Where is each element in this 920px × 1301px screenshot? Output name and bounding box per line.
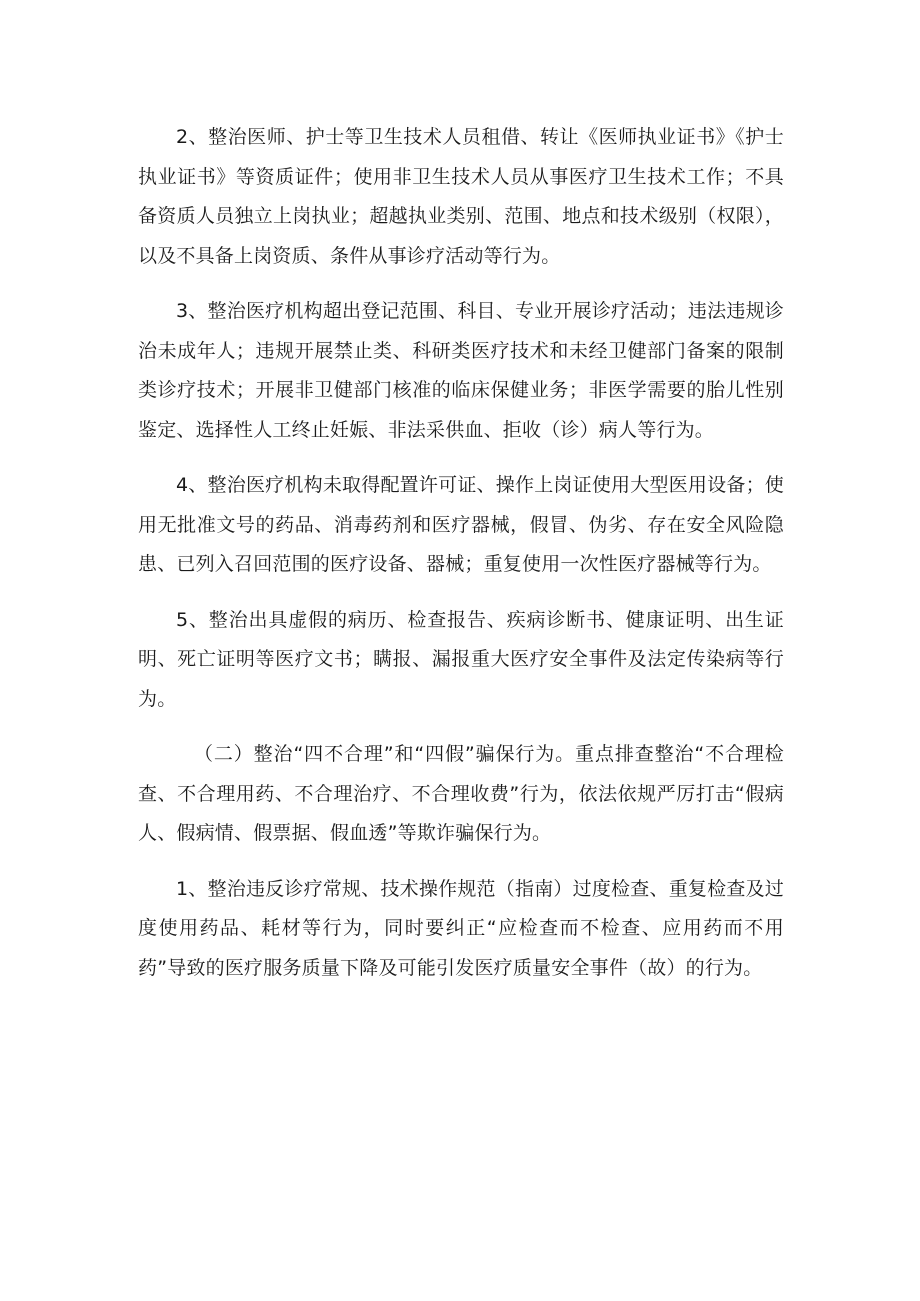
paragraph-item-5: 5、整治出具虚假的病历、检查报告、疾病诊断书、健康证明、出生证明、死亡证明等医疗文书；瞒报、漏报重大医疗安全事件及法定传染病等行为。 [138,608,784,710]
paragraph-item-4: 4、整治医疗机构未取得配置许可证、操作上岗证使用大型医用设备；使用无批准文号的药品、消毒药剂和医疗器械，假冒、伪劣、存在安全风险隐患、已列入召回范围的医疗设备、器械；重复使用一次性医疗器械等行为。 [138,474,784,575]
paragraph-item-2: 2、整治医师、护士等卫生技术人员租借、转让《医师执业证书》《护士执业证书》等资质证件；使用非卫生技术人员从事医疗卫生技术工作；不具备资质人员独立上岗执业；超越执业类别、范围、地点和技术级别（权限），以及不具备上岗资质、条件从事诊疗活动等行为。 [138,126,784,267]
paragraph-item-3: 3、整治医疗机构超出登记范围、科目、专业开展诊疗活动；违法违规诊治未成年人；违规开展禁止类、科研类医疗技术和未经卫健部门备案的限制类诊疗技术；开展非卫健部门核准的临床保健业务；非医学需要的胎儿性别鉴定、选择性人工终止妊娠、非法采供血、拒收（诊）病人等行为。 [138,300,784,441]
section-heading-paragraph: （二）整治“四不合理”和“四假”骗保行为。重点排查整治“不合理检查、不合理用药、不合理治疗、不合理收费”行为，依法依规严厉打击“假病人、假病情、假票据、假血透”等欺诈骗保行为。 [138,743,784,844]
document-body [138,118,784,1004]
paragraph-item-1: 1、整治违反诊疗常规、技术操作规范（指南）过度检查、重复检查及过度使用药品、耗材等行为，同时要纠正“应检查而不检查、应用药而不用药”导致的医疗服务质量下降及可能引发医疗质量安全事件（故）的行为。 [138,877,784,979]
